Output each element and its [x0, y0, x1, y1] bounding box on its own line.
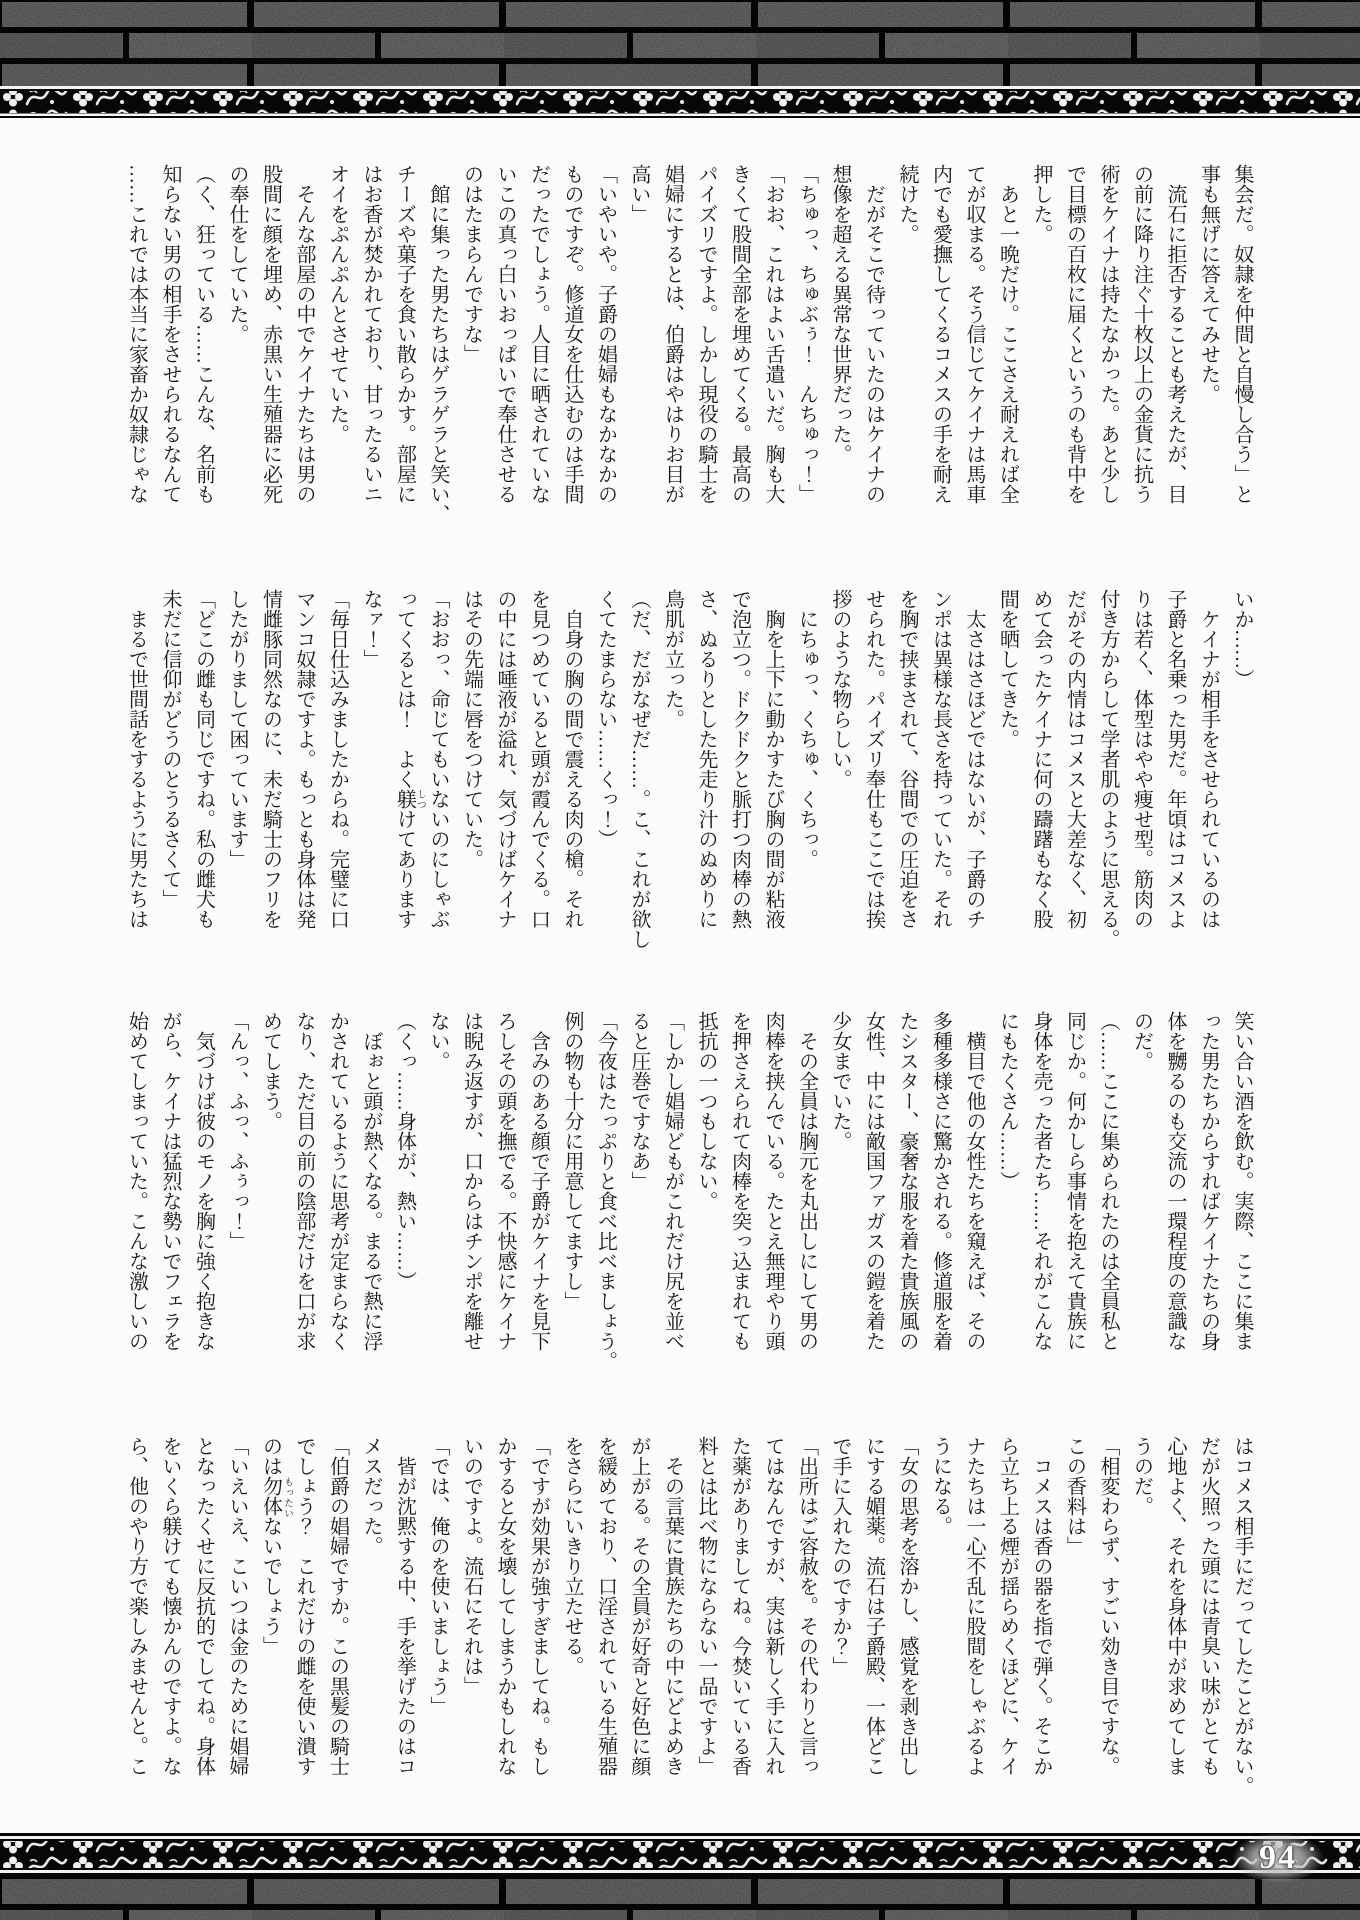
text-column: 多種多様さに驚かされる。修道服を着 — [929, 1011, 952, 1351]
text-column: メスだった。 — [360, 1436, 382, 1556]
text-column: チーズや菓子を食い散らかす。部屋に — [393, 164, 416, 504]
text-column: くてたまらない……くっ！） — [594, 589, 617, 849]
text-column: コメスは香の器を指で弾く。そこか — [1030, 1436, 1052, 1776]
text-column: ろしその頭を撫でる。不快感にケイナ — [494, 1011, 516, 1351]
text-column: 例の物も十分に用意してますし」 — [561, 1011, 583, 1311]
text-column: 術をケイナは持たなかった。あと少し — [1097, 164, 1119, 504]
text-column: をさらにいきり立たせる。 — [561, 1436, 583, 1676]
text-column: で手に入れたのですか？」 — [829, 1436, 851, 1676]
text-column: 「出所はご容赦を。その代わりと言っ — [795, 1436, 818, 1776]
text-column: のだ。 — [1130, 1011, 1153, 1071]
text-column: めて会ったケイナに何の躊躇もなく股 — [1030, 589, 1052, 929]
text-column: 「伯爵の娼婦ですか。この黒髪の騎士 — [326, 1436, 349, 1776]
text-column: 子爵と名乗った男だ。年頃はコメスよ — [1164, 589, 1186, 929]
text-column: 身体を売った者たち……それがこんな — [1030, 1011, 1052, 1351]
text-column: だがその内情はコメスと大差なく、初 — [1063, 589, 1086, 929]
text-column: 笑い合い酒を飲む。実際、ここに集ま — [1231, 1011, 1253, 1351]
text-column: 始めてしまっていた。こんな激しいの — [125, 1011, 148, 1351]
text-column: 料とは比べ物にならない一品ですよ」 — [695, 1436, 717, 1776]
text-column: にもたくさん……） — [996, 1011, 1019, 1191]
text-column: った男たちからすればケイナたちの身 — [1197, 1011, 1220, 1351]
text-column: 「おお、これはよい舌遣いだ。胸も大 — [762, 164, 784, 504]
text-column: 娼婦にするとは、伯爵はやはりお目が — [661, 164, 684, 504]
text-column: 内でも愛撫してくるコメスの手を耐え — [929, 164, 952, 504]
text-column: だが火照った頭には青臭い味がとても — [1197, 1436, 1220, 1776]
text-column: かされているように思考が定まらなく — [326, 1011, 349, 1351]
text-column: ってくるとは！ よく躾けてあります — [393, 589, 416, 929]
text-column: なり、ただ目の前の陰部だけを口が求 — [293, 1011, 315, 1351]
text-column: オイをぷんぷんとさせていた。 — [326, 164, 349, 444]
text-column: 同じか。何かしら事情を抱えて貴族に — [1063, 1011, 1086, 1351]
text-column: はお香が焚かれており、甘ったるいニ — [360, 164, 382, 504]
text-column: を押さえられて肉棒を突っ込まれても — [728, 1011, 751, 1351]
text-column: 「おおっ、命じてもいないのにしゃぶ — [427, 589, 449, 929]
text-column: で泡立つ。ドクドクと脈打つ肉棒の熱 — [728, 589, 751, 929]
text-column: がら、ケイナは猛烈な勢いでフェラを — [159, 1011, 181, 1351]
text-band-1 — [119, 164, 1258, 548]
text-column: を見つめていると頭が霞んでくる。口 — [527, 589, 550, 929]
page-number: 94 — [1259, 1839, 1297, 1876]
text-column: ない。 — [427, 1011, 449, 1071]
text-column: は睨み返すが、口からはチンポを離せ — [460, 1011, 483, 1351]
text-column: 想像を超える異常な世界だった。 — [829, 164, 851, 464]
text-column: の奉仕をしていた。 — [226, 164, 248, 344]
page-number-badge — [1232, 1833, 1324, 1883]
text-column: うになる。 — [929, 1436, 952, 1536]
text-column: （く、狂っている……こんな、名前も — [192, 164, 215, 504]
text-column: で目標の百枚に届くというのも背中を — [1063, 164, 1086, 504]
text-column: 未だに信仰がどうのとうるさくて」 — [159, 589, 181, 909]
text-column: たシスター、豪奢な服を着た貴族風の — [896, 1011, 918, 1351]
text-column: きくて股間全部を埋めてくる。最高の — [728, 164, 751, 504]
text-column: その言葉に貴族たちの中にどよめき — [661, 1436, 684, 1776]
text-column: ると圧巻ですなあ」 — [628, 1011, 650, 1191]
text-column: 胸を上下に動かすたび胸の間が粘液 — [762, 589, 784, 929]
text-column: 体を嬲るのも交流の一環程度の意識な — [1164, 1011, 1186, 1351]
text-column: た薬がありましてね。今焚いている香 — [728, 1436, 751, 1776]
text-column: （くっ……身体が、熱い……） — [393, 1011, 416, 1291]
text-column: 情雌豚同然なのに、未だ騎士のフリを — [259, 589, 282, 929]
text-column: だったでしょう。人目に晒されていな — [527, 164, 550, 504]
text-column: 「今夜はたっぷりと食べ比べましょう。 — [594, 1011, 617, 1371]
text-column: てはなんですが、実は新しく手に入れ — [762, 1436, 784, 1776]
text-column: あと一晩だけ。ここさえ耐えれば全 — [996, 164, 1019, 504]
text-column: ケイナが相手をさせられているのは — [1197, 589, 1220, 929]
text-column: 続けた。 — [896, 164, 918, 244]
text-band-2 — [119, 589, 1258, 973]
text-column: にする媚薬。流石は子爵殿、一体どこ — [862, 1436, 885, 1776]
text-column: 肉棒を挟んでいる。たとえ無理やり頭 — [762, 1011, 784, 1351]
text-column: を胸で挟まされて、谷間での圧迫をさ — [896, 589, 918, 929]
text-column: 太さはさほどではないが、子爵のチ — [963, 589, 985, 929]
text-column: その全員は胸元を丸出しにして男の — [795, 1011, 818, 1351]
text-column: （……ここに集められたのは全員私と — [1097, 1011, 1119, 1351]
text-column: はコメス相手にだってしたことがない。 — [1231, 1436, 1253, 1796]
text-column: したがりまして困っています」 — [226, 589, 248, 869]
text-column: にちゅっ、くちゅ、くちっ。 — [795, 589, 818, 869]
text-column: 「んっ、ふっ、ふぅっ！」 — [226, 1011, 248, 1251]
text-column: はその先端に唇をつけていた。 — [460, 589, 483, 869]
text-column: 「相変わらず、すごい効き目ですな。 — [1097, 1436, 1119, 1776]
text-column: せられた。パイズリ奉仕もここでは挨 — [862, 589, 885, 929]
ornament-border-bottom — [0, 1833, 1360, 1877]
text-column: 女性、中には敵国ファガスの鎧を着た — [862, 1011, 885, 1351]
text-column: 自身の胸の間で震える肉の槍。それ — [561, 589, 583, 929]
text-column: を緩めており、口淫されている生殖器 — [594, 1436, 617, 1776]
text-column: りは若く、体型はやや痩せ型。筋肉の — [1130, 589, 1153, 929]
text-column: さ、ぬるりとした先走り汁のぬめりに — [695, 589, 717, 929]
text-column: なァ！」 — [360, 589, 382, 669]
furigana-shitsuke: しつ — [415, 789, 425, 810]
text-column: 少女までいた。 — [829, 1011, 851, 1151]
text-column: まるで世間話をするように男たちは — [125, 589, 148, 929]
text-column: かすると女を壊してしまうかもしれな — [494, 1436, 516, 1776]
ornament-border-top — [0, 86, 1360, 118]
text-column: のは勿体ないでしょう」 — [259, 1436, 282, 1656]
text-column: でしょう？ これだけの雌を使い潰す — [293, 1436, 315, 1776]
text-column: 知らない男の相手をさせられるなんて — [159, 164, 181, 504]
text-column: 拶のような物らしい。 — [829, 589, 851, 789]
text-column: うのだ。 — [1130, 1436, 1153, 1516]
text-column: 「女の思考を溶かし、感覚を剥き出し — [896, 1436, 918, 1776]
text-column: 付き方からして学者肌のように思える。 — [1097, 589, 1119, 949]
text-column: （だ、だがなぜだ……。こ、これが欲し — [628, 589, 650, 949]
text-column: をいくら躾けても懐かんのですよ。な — [159, 1436, 181, 1776]
text-column: 「ちゅっ、ちゅぶぅ！ んちゅっ！」 — [795, 164, 818, 504]
text-column: ナたちは一心不乱に股間をしゃぶるよ — [963, 1436, 985, 1776]
text-column: 「毎日仕込みましたからね。完璧に口 — [326, 589, 349, 929]
text-column: ものですぞ。修道女を仕込むのは手間 — [561, 164, 583, 504]
text-column: 流石に拒否することも考えたが、目 — [1164, 164, 1186, 504]
text-column: 皆が沈黙する中、手を挙げたのはコ — [393, 1436, 416, 1776]
text-column: ……これでは本当に家畜か奴隷じゃな — [125, 164, 148, 504]
text-column: 気づけば彼のモノを胸に強く抱きな — [192, 1011, 215, 1351]
text-column: 「しかし娼婦どもがこれだけ尻を並べ — [661, 1011, 684, 1351]
text-column: この香料は」 — [1063, 1436, 1086, 1556]
text-column: 事も無げに答えてみせた。 — [1197, 164, 1220, 404]
text-column: 「ですが効果が強すぎましてね。もし — [527, 1436, 550, 1776]
text-column: の前に降り注ぐ十枚以上の金貨に抗う — [1130, 164, 1153, 504]
text-column: 含みのある顔で子爵がケイナを見下 — [527, 1011, 550, 1351]
text-column: 抵抗の一つもしない。 — [695, 1011, 717, 1211]
text-column: ンポは異様な長さを持っていた。それ — [929, 589, 952, 929]
text-column: となったくせに反抗的でしてね。身体 — [192, 1436, 215, 1776]
text-column: のはたまらんですな」 — [460, 164, 483, 364]
text-column: 「いえいえ、こいつは金のために娼婦 — [226, 1436, 248, 1776]
text-column: 「いやいや。子爵の娼婦もなかなかの — [594, 164, 617, 504]
text-column: いか……） — [1231, 589, 1253, 689]
text-column: が上がる。その全員が好奇と好色に顔 — [628, 1436, 650, 1776]
text-column: ぼぉと頭が熱くなる。まるで熱に浮 — [360, 1011, 382, 1351]
text-column: いのですよ。流石にそれは」 — [460, 1436, 483, 1696]
text-column: いこの真っ白いおっぱいで奉仕させる — [494, 164, 516, 504]
text-column: 館に集った男たちはゲラゲラと笑い、 — [427, 164, 449, 524]
text-column: 押した。 — [1030, 164, 1052, 244]
text-column: めてしまう。 — [259, 1011, 282, 1131]
text-column: ら立ち上る煙が揺らめくほどに、ケイ — [996, 1436, 1019, 1776]
text-column: 間を晒してきた。 — [996, 589, 1019, 749]
text-column: 心地よく、それを身体中が求めてしま — [1164, 1436, 1186, 1776]
text-column: 横目で他の女性たちを窺えば、その — [963, 1011, 985, 1351]
brick-wall-top — [0, 0, 1360, 86]
text-column: 「どこの雌も同じですね。私の雌犬も — [192, 589, 215, 929]
text-column: だがそこで待っていたのはケイナの — [862, 164, 885, 504]
text-column: 鳥肌が立った。 — [661, 589, 684, 729]
text-column: てが収まる。そう信じてケイナは馬車 — [963, 164, 985, 504]
text-column: マンコ奴隷ですよ。もっとも身体は発 — [293, 589, 315, 929]
text-column: 高い」 — [628, 164, 650, 224]
text-column: の中には唾液が溢れ、気づけばケイナ — [494, 589, 516, 929]
text-band-3 — [119, 1011, 1258, 1395]
text-column: 集会だ。奴隷を仲間と自慢し合う」と — [1231, 164, 1253, 504]
brick-wall-bottom — [0, 1877, 1360, 1920]
furigana-mottai: もったい — [282, 1477, 292, 1519]
text-column: ら、他のやり方で楽しみませんと。こ — [125, 1436, 148, 1776]
text-column: 「では、俺のを使いましょう」 — [427, 1436, 449, 1716]
text-column: パイズリですよ。しかし現役の騎士を — [695, 164, 717, 504]
text-column: 股間に顔を埋め、赤黒い生殖器に必死 — [259, 164, 282, 504]
text-column: そんな部屋の中でケイナたちは男の — [293, 164, 315, 504]
